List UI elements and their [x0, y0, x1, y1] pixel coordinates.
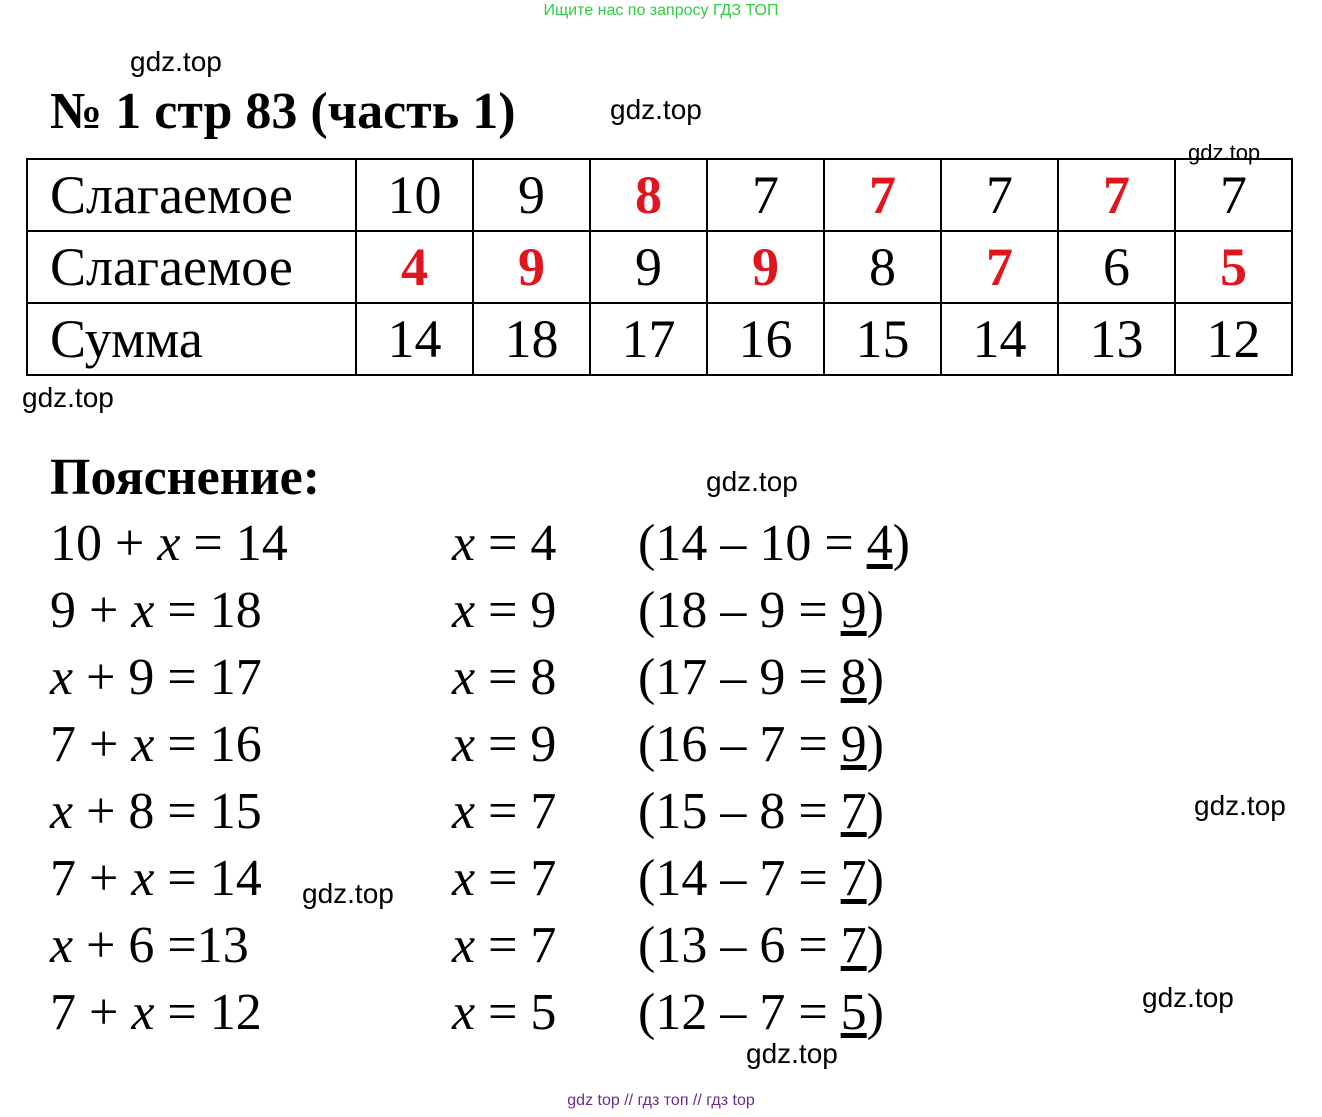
- variable: x: [452, 917, 476, 974]
- solution-value: 4: [530, 515, 557, 572]
- check-answer: 7: [840, 917, 867, 974]
- equation-row: [0, 984, 1000, 1053]
- answer-cell: 8: [590, 159, 707, 231]
- table-row: [27, 303, 1292, 375]
- equation-row: [0, 917, 1000, 986]
- value-cell: 18: [473, 303, 590, 375]
- check: [638, 515, 910, 572]
- variable: x: [50, 649, 74, 706]
- solution-value: 9: [530, 716, 557, 773]
- equation-part: 9 +: [50, 582, 132, 639]
- equation: [50, 783, 262, 840]
- check-expression: (17 – 9 =: [638, 649, 841, 706]
- check: [638, 850, 884, 907]
- equation-row: [0, 783, 1000, 852]
- equation-row: [0, 649, 1000, 718]
- check-expression: (16 – 7 =: [638, 716, 841, 773]
- table-row: [27, 159, 1292, 231]
- check: [638, 582, 884, 639]
- solution: [452, 850, 557, 907]
- answer-cell: 9: [707, 231, 824, 303]
- check-answer: 8: [840, 649, 867, 706]
- variable: x: [452, 582, 476, 639]
- check-expression: (14 – 10 =: [638, 515, 867, 572]
- answer-cell: 5: [1175, 231, 1292, 303]
- solution-value: 7: [530, 917, 557, 974]
- check-answer: 5: [840, 984, 867, 1041]
- page-title: № 1 стр 83 (часть 1): [50, 83, 516, 140]
- row-label: Сумма: [27, 303, 356, 375]
- solution-value: 9: [530, 582, 557, 639]
- answer-cell: 7: [941, 231, 1058, 303]
- watermark: gdz.top: [302, 878, 394, 909]
- variable: x: [131, 582, 155, 639]
- equals-sign: =: [475, 649, 531, 706]
- watermark: gdz.top: [1188, 140, 1261, 165]
- solution: [452, 783, 557, 840]
- value-cell: 10: [356, 159, 473, 231]
- equation-part: = 18: [154, 582, 262, 639]
- closing-paren: ): [866, 783, 884, 840]
- equals-sign: =: [475, 850, 531, 907]
- row-label: Слагаемое: [27, 231, 356, 303]
- variable: x: [50, 917, 74, 974]
- equation-part: = 12: [154, 984, 262, 1041]
- closing-paren: ): [866, 917, 884, 974]
- value-cell: 8: [824, 231, 941, 303]
- watermark: gdz.top: [746, 1038, 838, 1069]
- solution-value: 7: [530, 783, 557, 840]
- value-cell: 15: [824, 303, 941, 375]
- variable: x: [452, 783, 476, 840]
- check: [638, 984, 884, 1041]
- watermark: gdz.top: [706, 466, 798, 497]
- check: [638, 649, 884, 706]
- watermark: gdz.top: [1142, 982, 1234, 1013]
- check-answer: 4: [866, 515, 893, 572]
- closing-paren: ): [866, 716, 884, 773]
- check: [638, 917, 884, 974]
- equation-part: 7 +: [50, 984, 132, 1041]
- value-cell: 9: [473, 159, 590, 231]
- equation-row: [0, 582, 1000, 651]
- closing-paren: ): [866, 850, 884, 907]
- check-expression: (13 – 6 =: [638, 917, 841, 974]
- equals-sign: =: [475, 582, 531, 639]
- footer: gdz top // гдз топ // гдз top: [567, 1092, 755, 1109]
- equation-row: [0, 515, 1000, 584]
- equation-part: + 9 = 17: [73, 649, 262, 706]
- solution: [452, 582, 557, 639]
- row-label: Слагаемое: [27, 159, 356, 231]
- watermark: gdz.top: [1194, 790, 1286, 821]
- check: [638, 783, 884, 840]
- equation: [50, 716, 262, 773]
- equation: [50, 649, 262, 706]
- equation-row: [0, 850, 1000, 919]
- check: [638, 716, 884, 773]
- value-cell: 14: [941, 303, 1058, 375]
- check-answer: 9: [840, 582, 867, 639]
- check-expression: (14 – 7 =: [638, 850, 841, 907]
- equation-part: 7 +: [50, 850, 132, 907]
- solution-value: 5: [530, 984, 557, 1041]
- variable: x: [452, 716, 476, 773]
- value-cell: 14: [356, 303, 473, 375]
- solution: [452, 515, 557, 572]
- equals-sign: =: [475, 917, 531, 974]
- equation: [50, 850, 262, 907]
- value-cell: 6: [1058, 231, 1175, 303]
- answer-cell: 7: [824, 159, 941, 231]
- variable: x: [131, 716, 155, 773]
- equals-sign: =: [475, 716, 531, 773]
- check-expression: (12 – 7 =: [638, 984, 841, 1041]
- solution-value: 8: [530, 649, 557, 706]
- answer-cell: 9: [473, 231, 590, 303]
- solution: [452, 716, 557, 773]
- watermark: gdz.top: [130, 46, 222, 77]
- value-cell: 9: [590, 231, 707, 303]
- equation-part: + 6 =13: [73, 917, 249, 974]
- equation: [50, 582, 262, 639]
- variable: x: [131, 850, 155, 907]
- closing-paren: ): [892, 515, 910, 572]
- variable: x: [131, 984, 155, 1041]
- top-banner: Ищите нас по запросу ГДЗ ТОП: [543, 2, 779, 19]
- equation-part: + 8 = 15: [73, 783, 262, 840]
- check-answer: 9: [840, 716, 867, 773]
- value-cell: 13: [1058, 303, 1175, 375]
- equation-part: 10 +: [50, 515, 158, 572]
- watermark: gdz.top: [22, 382, 114, 413]
- variable: x: [452, 515, 476, 572]
- equation: [50, 917, 249, 974]
- check-answer: 7: [840, 783, 867, 840]
- equation-row: [0, 716, 1000, 785]
- solution: [452, 917, 557, 974]
- check-answer: 7: [840, 850, 867, 907]
- value-cell: 17: [590, 303, 707, 375]
- variable: x: [50, 783, 74, 840]
- value-cell: 16: [707, 303, 824, 375]
- equation-part: = 14: [154, 850, 262, 907]
- addend-sum-table: [26, 158, 1293, 376]
- equals-sign: =: [475, 984, 531, 1041]
- equals-sign: =: [475, 783, 531, 840]
- variable: x: [452, 649, 476, 706]
- value-cell: 12: [1175, 303, 1292, 375]
- closing-paren: ): [866, 984, 884, 1041]
- check-expression: (18 – 9 =: [638, 582, 841, 639]
- equals-sign: =: [475, 515, 531, 572]
- equation-part: = 14: [180, 515, 288, 572]
- check-expression: (15 – 8 =: [638, 783, 841, 840]
- answer-cell: 7: [1058, 159, 1175, 231]
- value-cell: 7: [707, 159, 824, 231]
- value-cell: 7: [1175, 159, 1292, 231]
- variable: x: [452, 984, 476, 1041]
- answer-cell: 4: [356, 231, 473, 303]
- table-row: [27, 231, 1292, 303]
- watermark: gdz.top: [610, 94, 702, 125]
- solution: [452, 649, 557, 706]
- equation: [50, 984, 262, 1041]
- value-cell: 7: [941, 159, 1058, 231]
- explanation-heading: Пояснение:: [50, 449, 321, 506]
- equation-part: = 16: [154, 716, 262, 773]
- closing-paren: ): [866, 582, 884, 639]
- closing-paren: ): [866, 649, 884, 706]
- equation-part: 7 +: [50, 716, 132, 773]
- variable: x: [157, 515, 181, 572]
- variable: x: [452, 850, 476, 907]
- solution: [452, 984, 557, 1041]
- equation: [50, 515, 288, 572]
- solution-value: 7: [530, 850, 557, 907]
